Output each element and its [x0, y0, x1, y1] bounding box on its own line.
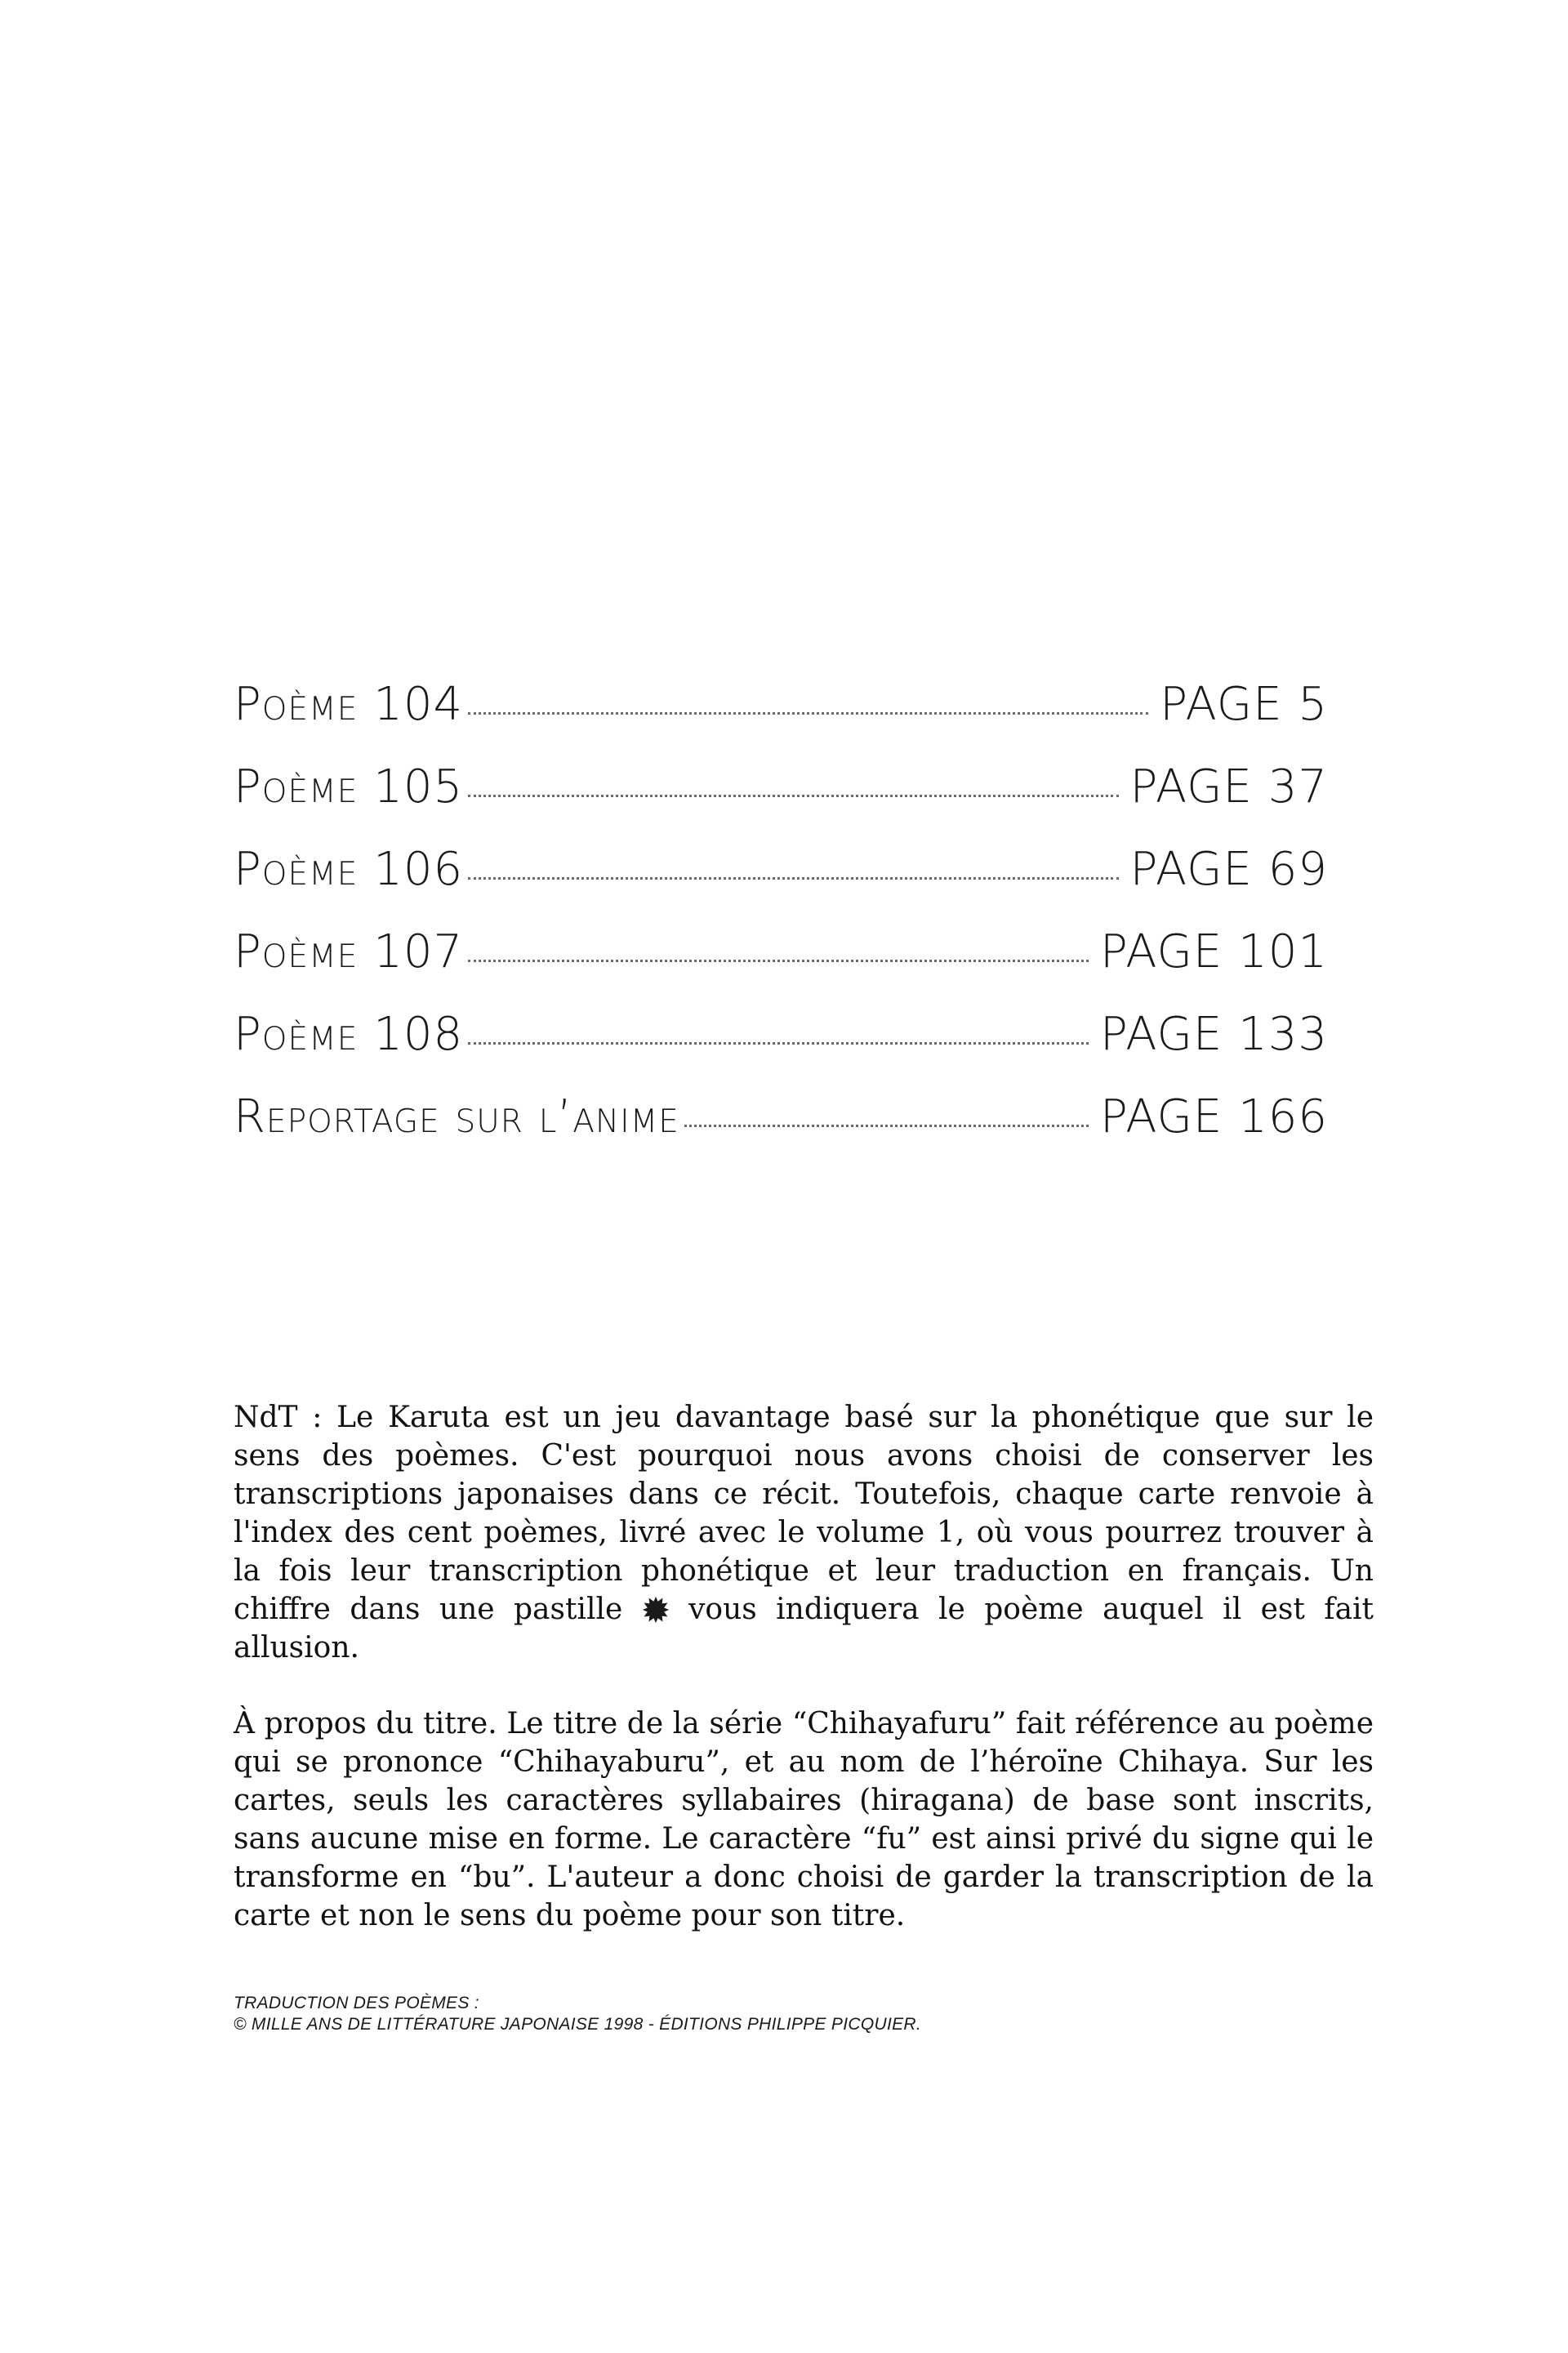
translator-note — [234, 1398, 1374, 1972]
toc-entry[interactable] — [234, 1008, 1328, 1090]
toc-dot-leader — [468, 877, 1119, 880]
toc-entry-page: PAGE 133 — [1100, 1008, 1328, 1061]
toc-entry-page: PAGE 5 — [1160, 678, 1328, 731]
credits-copyright: © MILLE ANS DE LITTÉRATURE JAPONAISE 1998 - ÉDITIONS PHILIPPE PICQUIER. — [234, 2015, 921, 2034]
toc-entry-title: Reportage sur l’anime — [234, 1090, 679, 1143]
toc-dot-leader — [468, 795, 1119, 797]
toc-dot-leader — [468, 712, 1148, 715]
toc-entry[interactable] — [234, 925, 1328, 1008]
toc-dot-leader — [468, 960, 1089, 962]
toc-entry-page: PAGE 69 — [1129, 843, 1328, 896]
toc-entry-title: Poème 106 — [234, 843, 464, 896]
note-text-before-pastille: NdT : Le Karuta est un jeu davantage basé sur la phonétique que sur le sens des poèmes. C'est pourquoi nous avons choisi de conserver les transcriptions japonaises dans ce récit. Toutefois, chaque carte renvoie à l'index des cent poèmes, livré avec le volume 1, où vous pourrez trouver à la fois leur transcription phonétique et leur traduction en français. Un chiffre dans une pastille — [234, 1401, 1374, 1626]
translation-credits — [234, 1993, 921, 2035]
toc-entry[interactable] — [234, 1090, 1328, 1173]
toc-entry-page: PAGE 37 — [1129, 760, 1328, 813]
toc-entry-title: Poème 107 — [234, 925, 464, 978]
star-burst-badge-icon — [642, 1596, 670, 1624]
toc-entry-title: Poème 108 — [234, 1008, 464, 1061]
note-paragraph-title: À propos du titre. Le titre de la série “Chihayafuru” fait référence au poème qui se prononce “Chihayaburu”, et au nom de l’héroïne Chihaya. Sur les cartes, seuls les caractères syllabaires (hiragana) de base sont inscrits, sans aucune mise en forme. Le caractère “fu” est ainsi privé du signe qui le transforme en “bu”. L'auteur a donc choisi de garder la transcription de la carte et non le sens du poème pour son titre. — [234, 1707, 1374, 1932]
note-text-after-pastille: vous indiquera le poème auquel il est fait allusion. — [234, 1593, 1374, 1664]
toc-entry[interactable] — [234, 843, 1328, 925]
toc-entry-title: Poème 104 — [234, 678, 464, 731]
toc-entry[interactable] — [234, 760, 1328, 843]
toc-entry[interactable] — [234, 678, 1328, 760]
toc-entry-page: PAGE 166 — [1100, 1090, 1328, 1143]
toc-dot-leader — [468, 1042, 1089, 1045]
toc-dot-leader — [684, 1125, 1089, 1127]
toc-entry-title: Poème 105 — [234, 760, 464, 813]
credits-heading: TRADUCTION DES POÈMES : — [234, 1994, 479, 2012]
note-paragraph-karuta — [234, 1398, 1374, 1667]
toc-entry-page: PAGE 101 — [1100, 925, 1328, 978]
table-of-contents — [234, 678, 1328, 1173]
